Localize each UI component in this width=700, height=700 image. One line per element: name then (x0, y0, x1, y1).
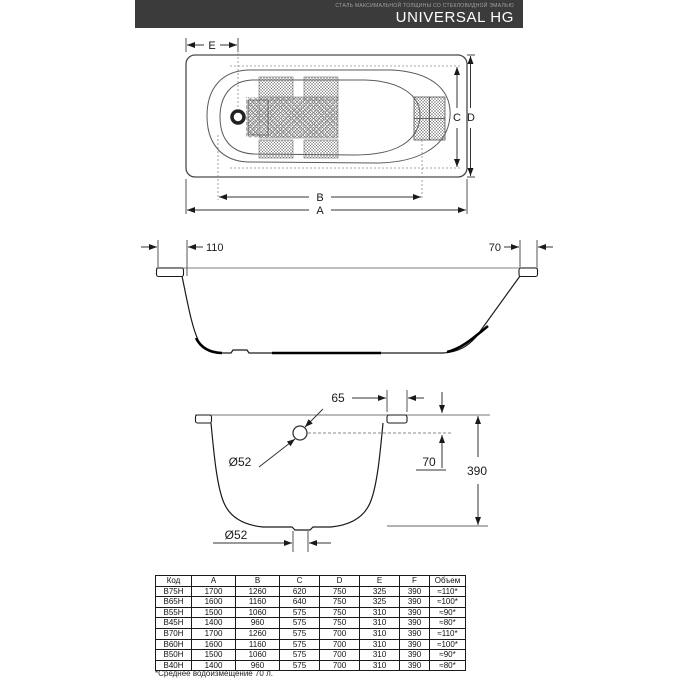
table-cell: 1260 (236, 586, 280, 597)
dim-label-390: 390 (466, 464, 488, 478)
table-cell: 1600 (192, 597, 236, 608)
support-pads (196, 326, 488, 353)
table-header-row (156, 576, 466, 587)
dimension-overflow-diameter (229, 409, 323, 469)
dim-label-overflow: Ø52 (228, 455, 252, 469)
table-cell: 700 (320, 628, 360, 639)
table-cell: 750 (320, 607, 360, 618)
left-rim-lip (157, 268, 184, 277)
table-row (156, 586, 466, 597)
dim-label-d: D (467, 112, 475, 124)
table-cell: ≈80* (430, 618, 466, 629)
table-cell: 575 (280, 628, 320, 639)
table-cell: 310 (360, 628, 400, 639)
banner-subtitle: СТАЛЬ МАКСИМАЛЬНОЙ ТОЛЩИНЫ СО СТЕКЛОВИДНОЙ ЭМАЛЬЮ (335, 2, 514, 9)
section-right-lip (387, 415, 407, 423)
table-cell: 575 (280, 650, 320, 661)
dimension-390 (387, 416, 488, 526)
drain-hole (232, 111, 244, 123)
table-cell: 1060 (236, 650, 280, 661)
dimension-d (467, 55, 475, 177)
spec-table (155, 575, 466, 671)
table-cell: 1260 (236, 628, 280, 639)
table-cell: ≈100* (430, 597, 466, 608)
dim-label-a: A (316, 205, 324, 217)
table-cell: 575 (280, 607, 320, 618)
table-cell: 310 (360, 618, 400, 629)
table-cell: 960 (236, 618, 280, 629)
table-cell: 390 (400, 628, 430, 639)
banner-title: UNIVERSAL HG (395, 8, 514, 26)
overflow-hole (293, 426, 307, 440)
table-cell: 390 (400, 639, 430, 650)
dimension-a (186, 179, 467, 217)
table-cell: 750 (320, 586, 360, 597)
table-cell: 1500 (192, 607, 236, 618)
dim-label-110: 110 (206, 242, 224, 254)
dimension-65 (331, 390, 424, 412)
side-view (141, 240, 553, 353)
table-cell: 1400 (192, 618, 236, 629)
table-cell: 1400 (192, 660, 236, 671)
table-cell: 1160 (236, 597, 280, 608)
table-cell: 1700 (192, 628, 236, 639)
table-cell: 750 (320, 597, 360, 608)
table-cell: B60H (156, 639, 192, 650)
table-cell: 1700 (192, 586, 236, 597)
table-cell: 1500 (192, 650, 236, 661)
table-header-cell: C (280, 576, 320, 587)
table-row (156, 650, 466, 661)
table-row (156, 618, 466, 629)
table-cell: B50H (156, 650, 192, 661)
table-cell: B70H (156, 628, 192, 639)
table-cell: 575 (280, 618, 320, 629)
dimension-drain-diameter (213, 528, 331, 552)
table-cell: ≈90* (430, 607, 466, 618)
table-header-cell: E (360, 576, 400, 587)
dim-label-b: B (316, 192, 324, 204)
table-cell: 390 (400, 597, 430, 608)
right-rim-lip (519, 268, 538, 277)
table-cell: 310 (360, 639, 400, 650)
table-cell: 1600 (192, 639, 236, 650)
table-cell: 390 (400, 607, 430, 618)
table-cell: 390 (400, 660, 430, 671)
table-cell: 575 (280, 660, 320, 671)
dim-label-e: E (208, 40, 216, 52)
table-cell: 325 (360, 586, 400, 597)
table-row (156, 607, 466, 618)
table-cell: 325 (360, 597, 400, 608)
right-grip-pad (414, 97, 445, 140)
table-cell: 960 (236, 660, 280, 671)
table-cell: ≈110* (430, 628, 466, 639)
table-cell: B45H (156, 618, 192, 629)
dimension-70-section (416, 392, 446, 470)
table-header-cell: A (192, 576, 236, 587)
table-row (156, 639, 466, 650)
table-header-cell: B (236, 576, 280, 587)
table-footnote: *Среднее водоизмещение 70 л. (155, 669, 273, 678)
spec-table-body (156, 586, 466, 671)
table-cell: 390 (400, 586, 430, 597)
table-cell: 700 (320, 650, 360, 661)
table-header-cell: Код (156, 576, 192, 587)
table-cell: 310 (360, 650, 400, 661)
table-cell: B75H (156, 586, 192, 597)
table-cell: 620 (280, 586, 320, 597)
table-row (156, 628, 466, 639)
table-cell: 700 (320, 660, 360, 671)
table-cell: ≈80* (430, 660, 466, 671)
table-cell: B40H (156, 660, 192, 671)
table-row (156, 597, 466, 608)
dim-label-drain: Ø52 (224, 528, 248, 542)
left-grip-pad (248, 100, 268, 135)
table-cell: 1160 (236, 639, 280, 650)
table-header-cell: D (320, 576, 360, 587)
table-header-cell: F (400, 576, 430, 587)
table-cell: ≈90* (430, 650, 466, 661)
table-cell: ≈110* (430, 586, 466, 597)
table-header-cell: Объем (430, 576, 466, 587)
dim-label-70-section: 70 (422, 455, 436, 469)
table-cell: 700 (320, 639, 360, 650)
table-cell: 575 (280, 639, 320, 650)
title-banner (135, 0, 523, 28)
table-cell: ≈100* (430, 639, 466, 650)
dimension-70-side (489, 240, 553, 267)
dim-label-70-side: 70 (488, 242, 501, 254)
table-cell: 390 (400, 650, 430, 661)
table-cell: 640 (280, 597, 320, 608)
dim-label-65: 65 (331, 391, 345, 405)
table-cell: B65H (156, 597, 192, 608)
table-cell: 750 (320, 618, 360, 629)
table-cell: 310 (360, 607, 400, 618)
table-cell: B55H (156, 607, 192, 618)
dim-label-c: C (453, 112, 461, 124)
table-cell: 310 (360, 660, 400, 671)
top-view (186, 38, 475, 217)
table-cell: 1060 (236, 607, 280, 618)
section-left-lip (196, 415, 212, 423)
section-view (195, 390, 490, 552)
table-cell: 390 (400, 618, 430, 629)
